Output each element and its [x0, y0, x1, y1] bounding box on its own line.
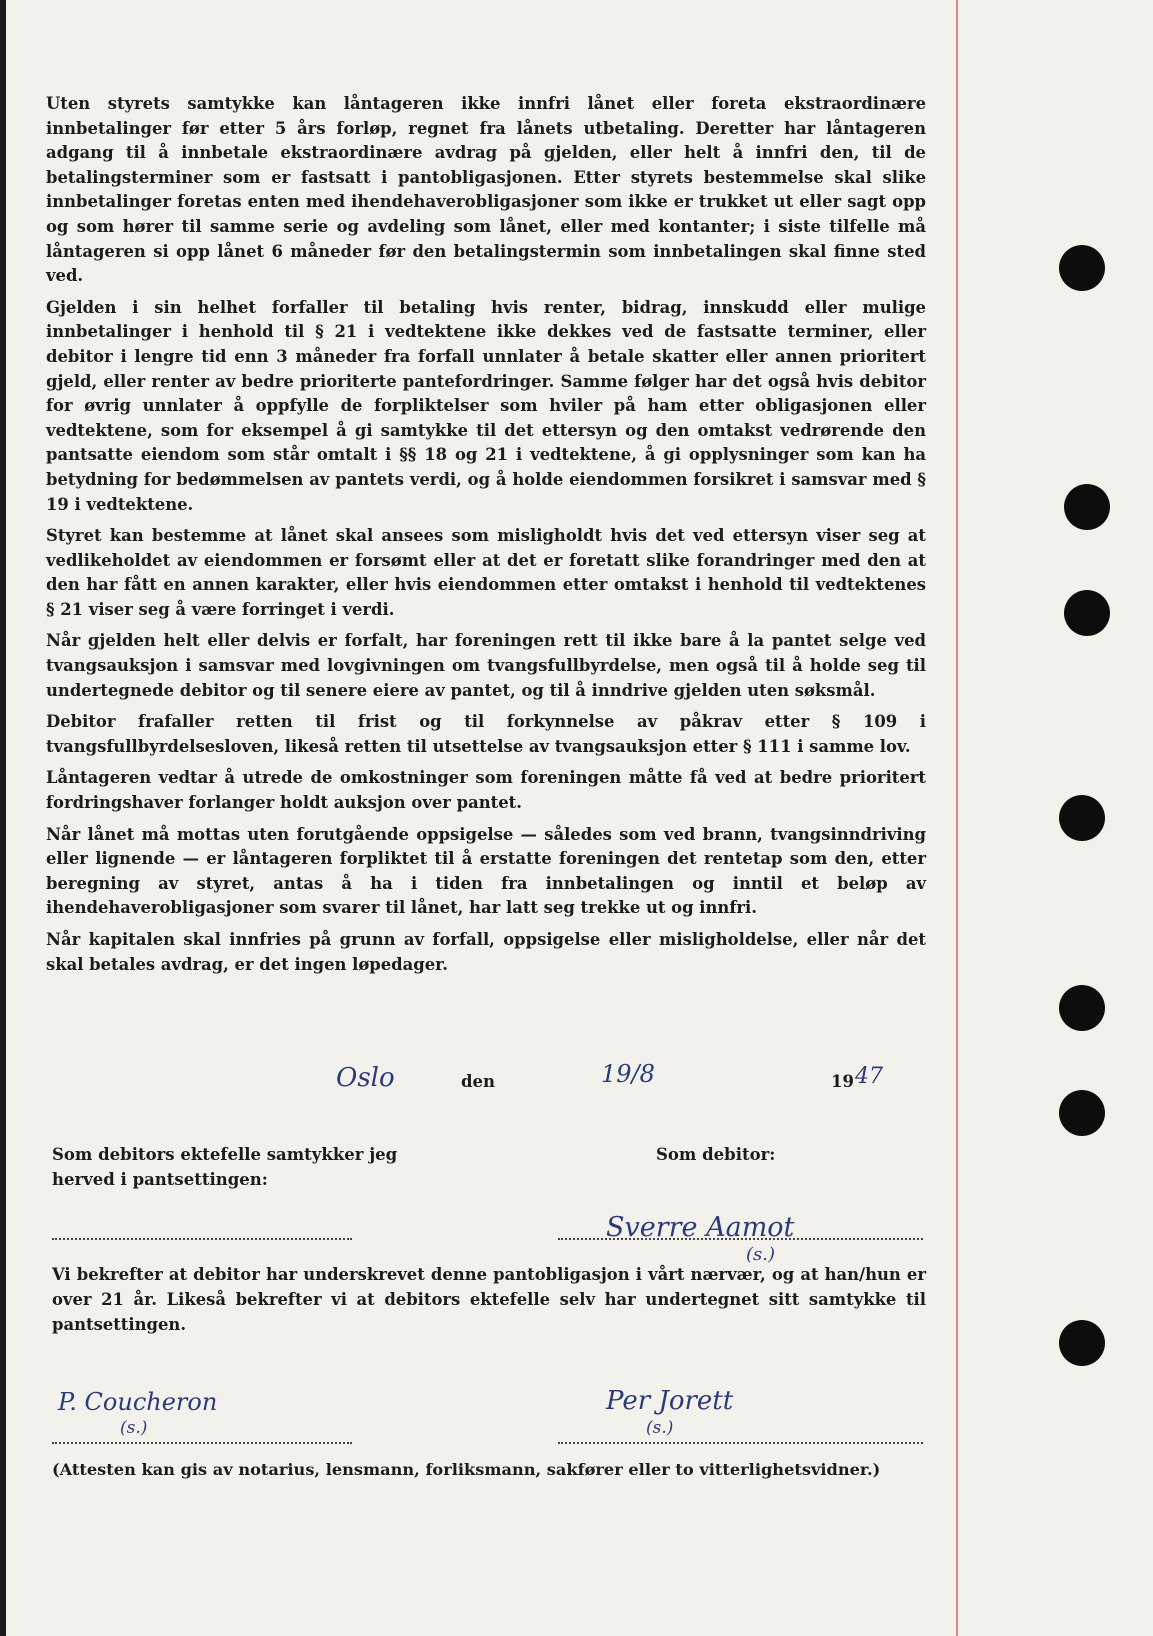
paragraph-6: Låntageren vedtar å utrede de omkostninger som foreningen måtte få ved at bedre prioritert fordringshaver forlanger holdt auksjon over pantet.: [46, 768, 926, 813]
date-handwritten: 19/8: [601, 1060, 655, 1088]
terms-text: [46, 92, 926, 984]
paragraph-7: Når lånet må mottas uten forutgående oppsigelse — således som ved brann, tvangsinndriving eller lignende — er låntageren forpliktet til å erstatte foreningen det rentetap som den, etter beregning av styret, antas å ha i tiden fra innbetalingen og inntil et beløp av ihendehaverobligasjoner som svarer til lånet, har latt seg trekke ut og innfri.: [46, 824, 926, 918]
paragraph-5: Debitor frafaller retten til frist og til forkynnelse av påkrav etter § 109 i tvangsfullbyrdelsesloven, likeså retten til utsettelse av tvangsauksjon etter § 111 i samme lov.: [46, 712, 926, 756]
punch-hole: [1059, 245, 1105, 291]
den-label: den: [461, 1072, 496, 1091]
paragraph-2: Gjelden i sin helhet forfaller til betaling hvis renter, bidrag, innskudd eller mulige innbetalinger i henhold til § 21 i vedtektene ikke dekkes ved de fastsatte terminer, eller debitor i lengre tid enn 3 måneder fra forfall unnlater å betale skatter eller annen prioritert gjeld, eller renter av bedre prioriterte pantefordringer. Samme følger har det også hvis debitor for øvrig unnlater å oppfylle de forpliktelser som hviler på ham etter obligasjonen eller vedtektene, som for eksempel å gi samtykke til det ettersyn og den omtakst vedrørende den pantsatte eiendom som står omtalt i §§ 18 og 21 i vedtektene, å gi opplysninger som kan ha betydning for bedømmelsen av pantets verdi, og å holde eiendommen forsikret i samsvar med § 19 i vedtektene.: [46, 297, 926, 514]
punch-hole: [1059, 795, 1105, 841]
witness-2-line: [558, 1442, 923, 1444]
punch-hole: [1064, 590, 1110, 636]
document-page: [6, 0, 1153, 1636]
debtor-label: Som debitor:: [656, 1145, 776, 1164]
spouse-consent-line2: herved i pantsettingen:: [52, 1170, 268, 1189]
punch-hole: [1059, 1090, 1105, 1136]
margin-rule: [956, 0, 958, 1636]
witness-1-signature: P. Coucheron: [58, 1388, 218, 1416]
paragraph-4: Når gjelden helt eller delvis er forfalt, har foreningen rett til ikke bare å la pantet selge ved tvangsauksjon i samsvar med lovgivningen om tvangsfullbyrdelse, men også til å holde seg til undertegnede debitor og til senere eiere av pantet, og til å inndrive gjelden uten søksmål.: [46, 631, 926, 700]
spouse-consent-line1: Som debitors ektefelle samtykker jeg: [52, 1145, 398, 1164]
debtor-seal: (s.): [746, 1244, 776, 1265]
attestation-note: (Attesten kan gis av notarius, lensmann, forliksmann, sakfører eller to vitterlighetsvidner.): [52, 1460, 881, 1479]
debtor-signature: Sverre Aamot: [606, 1212, 795, 1243]
witness-confirmation: Vi bekrefter at debitor har underskrevet denne pantobligasjon i vårt nærvær, og at han/hun er over 21 år. Likeså bekrefter vi at debitors ektefelle selv har undertegnet sitt samtykke til pantsettingen.: [52, 1265, 926, 1334]
punch-hole: [1059, 985, 1105, 1031]
witness-2-signature: Per Jorett: [606, 1386, 734, 1416]
punch-hole: [1059, 1320, 1105, 1366]
witness-1-line: [52, 1442, 352, 1444]
punch-hole: [1064, 484, 1110, 530]
witness-1-seal: (s.): [120, 1418, 148, 1438]
year-prefix: 19: [831, 1072, 854, 1091]
year-handwritten: 47: [855, 1064, 883, 1089]
witness-2-seal: (s.): [646, 1418, 674, 1438]
paragraph-3: Styret kan bestemme at lånet skal ansees som misligholdt hvis det ved ettersyn viser seg at vedlikeholdet av eiendommen er forsømt eller at det er foretatt slike forandringer med den at den har fått en annen karakter, eller hvis eiendommen etter omtakst i henhold til vedtektenes § 21 viser seg å være forringet i verdi.: [46, 526, 926, 619]
paragraph-8: Når kapitalen skal innfries på grunn av forfall, oppsigelse eller misligholdelse, eller når det skal betales avdrag, er det ingen løpedager.: [46, 930, 926, 974]
spouse-signature-line: [52, 1238, 352, 1240]
paragraph-1: Uten styrets samtykke kan låntageren ikke innfri lånet eller foreta ekstraordinære innbetalinger før etter 5 års forløp, regnet fra lånets utbetaling. Deretter har låntageren adgang til å innbetale ekstraordinære avdrag på gjelden, eller helt å innfri den, til de betalingsterminer som er fastsatt i pantobligasjonen. Etter styrets bestemmelse skal slike innbetalinger foretas enten med ihendehaverobligasjoner som ikke er trukket ut eller sagt opp og som hører til samme serie og avdeling som lånet, eller med kontanter; i siste tilfelle må låntageren si opp lånet 6 måneder før den betalingstermin som innbetalingen skal finne sted ved.: [46, 94, 926, 286]
place-handwritten: Oslo: [336, 1063, 395, 1093]
